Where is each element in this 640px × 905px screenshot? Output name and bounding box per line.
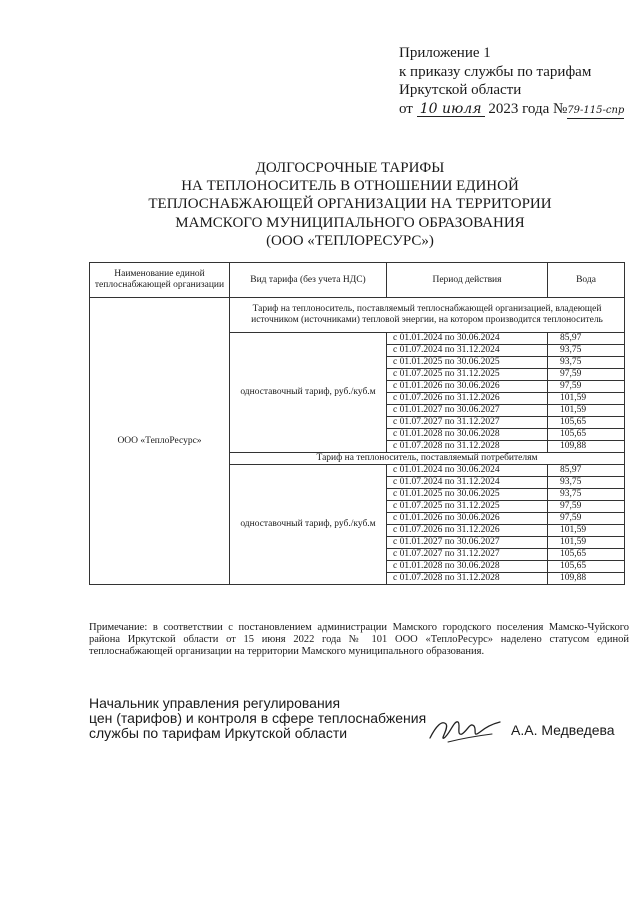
period-cell: с 01.07.2025 по 31.12.2025	[387, 501, 548, 513]
value-cell: 93,75	[548, 489, 625, 501]
table-header-row	[90, 263, 625, 298]
section-1-heading-row	[90, 298, 625, 333]
value-cell: 85,97	[548, 333, 625, 345]
period-cell: с 01.01.2026 по 30.06.2026	[387, 381, 548, 393]
header-tariff-type: Вид тарифа (без учета НДС)	[230, 263, 387, 298]
period-cell: с 01.01.2024 по 30.06.2024	[387, 333, 548, 345]
handwritten-date: 10 июля	[417, 102, 485, 117]
appendix-year-number: 2023 года №	[488, 100, 568, 117]
section-1-tariff-label: одноставочный тариф, руб./куб.м	[230, 333, 387, 453]
period-cell: с 01.01.2025 по 30.06.2025	[387, 357, 548, 369]
signer-line-3: службы по тарифам Иркутской области	[89, 725, 348, 741]
period-cell: с 01.07.2024 по 31.12.2024	[387, 477, 548, 489]
period-cell: с 01.07.2025 по 31.12.2025	[387, 369, 548, 381]
title-line-4: МАМСКОГО МУНИЦИПАЛЬНОГО ОБРАЗОВАНИЯ	[175, 214, 525, 231]
document-title	[140, 159, 560, 250]
value-cell: 105,65	[548, 561, 625, 573]
period-cell: с 01.01.2027 по 30.06.2027	[387, 405, 548, 417]
section-1-heading: Тариф на теплоноситель, поставляемый теплоснабжающей организацией, владеющей источником (источниками) тепловой энергии, на котором производится теплоноситель	[230, 298, 625, 333]
section-2-tariff-label: одноставочный тариф, руб./куб.м	[230, 465, 387, 585]
title-line-1: ДОЛГОСРОЧНЫЕ ТАРИФЫ	[255, 160, 445, 176]
period-cell: с 01.07.2026 по 31.12.2026	[387, 393, 548, 405]
period-cell: с 01.07.2028 по 31.12.2028	[387, 441, 548, 453]
appendix-line-3: Иркутской области	[399, 82, 522, 98]
appendix-header	[399, 44, 635, 119]
note-paragraph: Примечание: в соответствии с постановлением администрации Мамского городского поселения Мамско-Чуйского района Иркутской области от 15 июня 2022 года № 101 ООО «ТеплоРесурс» наделено статусом единой теплоснабжающей организации на территории Мамского муниципального образования.	[89, 622, 629, 657]
value-cell: 105,65	[548, 549, 625, 561]
period-cell: с 01.01.2024 по 30.06.2024	[387, 465, 548, 477]
signature-icon	[426, 712, 506, 751]
title-line-3: ТЕПЛОСНАБЖАЮЩЕЙ ОРГАНИЗАЦИИ НА ТЕРРИТОРИИ	[148, 196, 552, 213]
value-cell: 93,75	[548, 357, 625, 369]
appendix-line-1: Приложение 1	[399, 45, 491, 61]
appendix-line-2: к приказу службы по тарифам	[399, 63, 592, 80]
period-cell: с 01.01.2028 по 30.06.2028	[387, 429, 548, 441]
title-line-2: НА ТЕПЛОНОСИТЕЛЬ В ОТНОШЕНИИ ЕДИНОЙ	[181, 178, 519, 195]
appendix-ot: от	[399, 100, 413, 117]
handwritten-number: 79-115-спр	[567, 104, 624, 119]
tariff-table	[89, 262, 625, 585]
org-name-cell: ООО «ТеплоРесурс»	[90, 298, 230, 585]
value-cell: 97,59	[548, 369, 625, 381]
period-cell: с 01.07.2028 по 31.12.2028	[387, 573, 548, 585]
value-cell: 101,59	[548, 393, 625, 405]
signer-name: А.А. Медведева	[511, 722, 615, 738]
header-period: Период действия	[387, 263, 548, 298]
value-cell: 109,88	[548, 573, 625, 585]
section-2-heading: Тариф на теплоноситель, поставляемый потребителям	[230, 453, 625, 465]
value-cell: 101,59	[548, 537, 625, 549]
signer-line-1: Начальник управления регулирования	[89, 695, 341, 711]
header-water: Вода	[548, 263, 625, 298]
value-cell: 85,97	[548, 465, 625, 477]
period-cell: с 01.07.2027 по 31.12.2027	[387, 417, 548, 429]
header-org: Наименование единой теплоснабжающей организации	[90, 263, 230, 298]
value-cell: 109,88	[548, 441, 625, 453]
value-cell: 101,59	[548, 525, 625, 537]
value-cell: 105,65	[548, 429, 625, 441]
value-cell: 101,59	[548, 405, 625, 417]
period-cell: с 01.07.2024 по 31.12.2024	[387, 345, 548, 357]
signer-block	[89, 696, 426, 741]
period-cell: с 01.01.2028 по 30.06.2028	[387, 561, 548, 573]
value-cell: 93,75	[548, 345, 625, 357]
period-cell: с 01.01.2026 по 30.06.2026	[387, 513, 548, 525]
period-cell: с 01.07.2026 по 31.12.2026	[387, 525, 548, 537]
value-cell: 97,59	[548, 501, 625, 513]
value-cell: 97,59	[548, 513, 625, 525]
period-cell: с 01.01.2025 по 30.06.2025	[387, 489, 548, 501]
signer-line-2: цен (тарифов) и контроля в сфере теплоснабжения	[89, 710, 427, 726]
period-cell: с 01.07.2027 по 31.12.2027	[387, 549, 548, 561]
value-cell: 97,59	[548, 381, 625, 393]
value-cell: 105,65	[548, 417, 625, 429]
period-cell: с 01.01.2027 по 30.06.2027	[387, 537, 548, 549]
value-cell: 93,75	[548, 477, 625, 489]
title-line-5: (ООО «ТЕПЛОРЕСУРС»)	[266, 232, 434, 249]
appendix-date-line	[399, 100, 635, 119]
